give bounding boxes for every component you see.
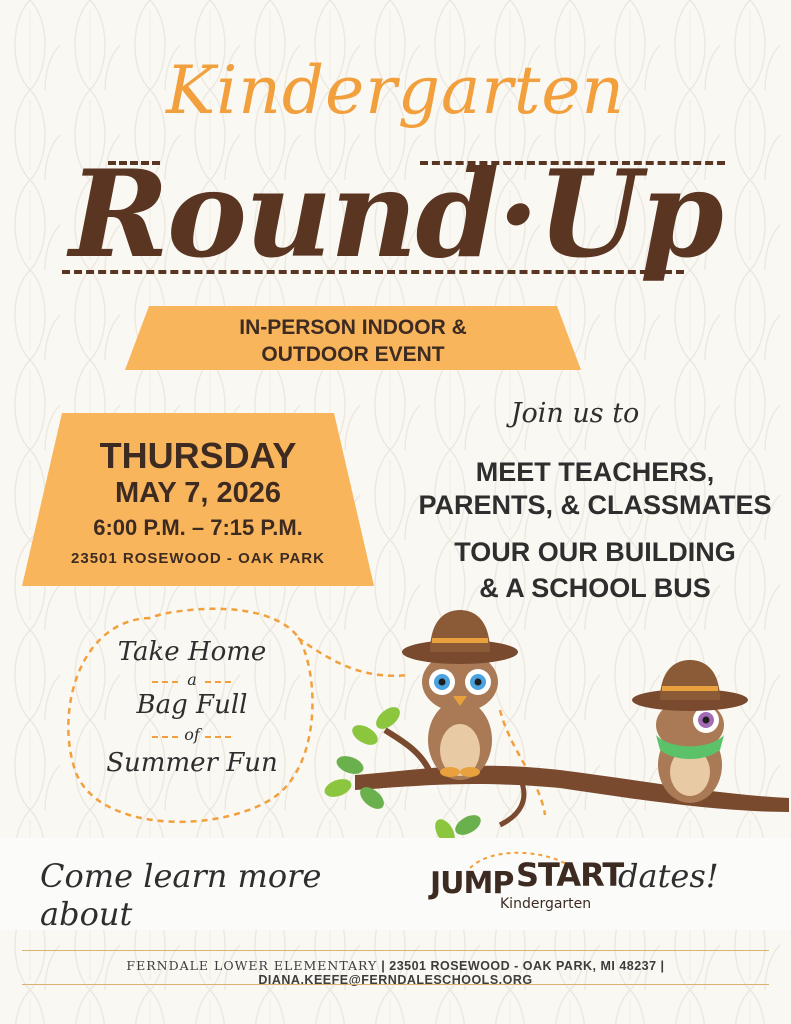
activity-line-3: TOUR OUR BUILDING [454,537,736,567]
loop-line-2: a [187,670,197,689]
loop-dash-3 [152,736,178,738]
dates-text: dates! [618,857,719,895]
event-day: THURSDAY [99,435,297,476]
event-type-banner [125,306,581,370]
footer-line-top [22,950,769,951]
loop-dash-2 [205,681,231,683]
bottom-dash [62,270,684,274]
loop-line-5: Summer Fun [106,748,278,778]
activity-line-2: PARENTS, & CLASSMATES [418,490,772,520]
join-us-text: Join us to [510,398,640,429]
jumpstart-start: START [516,856,624,894]
date-box [22,413,374,586]
footer-line-bottom [22,984,769,985]
loop-line-3: Bag Full [136,690,248,720]
loop-line-1: Take Home [117,637,267,667]
event-date: MAY 7, 2026 [114,477,282,509]
activity-line-4: & A SCHOOL BUS [479,573,711,603]
loop-dash-4 [205,736,231,738]
loop-dash-1 [152,681,178,683]
banner-line-1: IN-PERSON INDOOR & [239,316,467,339]
banner-line-2: OUTDOOR EVENT [261,343,445,366]
title-kindergarten: Kindergarten [165,52,625,129]
title-round-up: Round·Up [69,144,722,285]
activity-line-1: MEET TEACHERS, [475,457,715,487]
come-learn-text: Come learn more about [40,857,322,933]
owl-cowboy-right [632,660,748,803]
footer-school-name: FERNDALE LOWER ELEMENTARY [126,958,378,973]
footer-contact: | 23501 ROSEWOOD - OAK PARK, MI 48237 | DIANA.KEEFE@FERNDALESCHOOLS.ORG [258,959,665,987]
jumpstart-logo [430,848,624,918]
loop-line-4: of [184,725,200,744]
jumpstart-kindergarten: Kindergarten [500,896,592,912]
event-location: 23501 ROSEWOOD - OAK PARK [71,550,325,567]
footer [0,958,791,987]
jumpstart-jump: JUMP [430,866,514,901]
event-time: 6:00 P.M. – 7:15 P.M. [93,515,303,540]
